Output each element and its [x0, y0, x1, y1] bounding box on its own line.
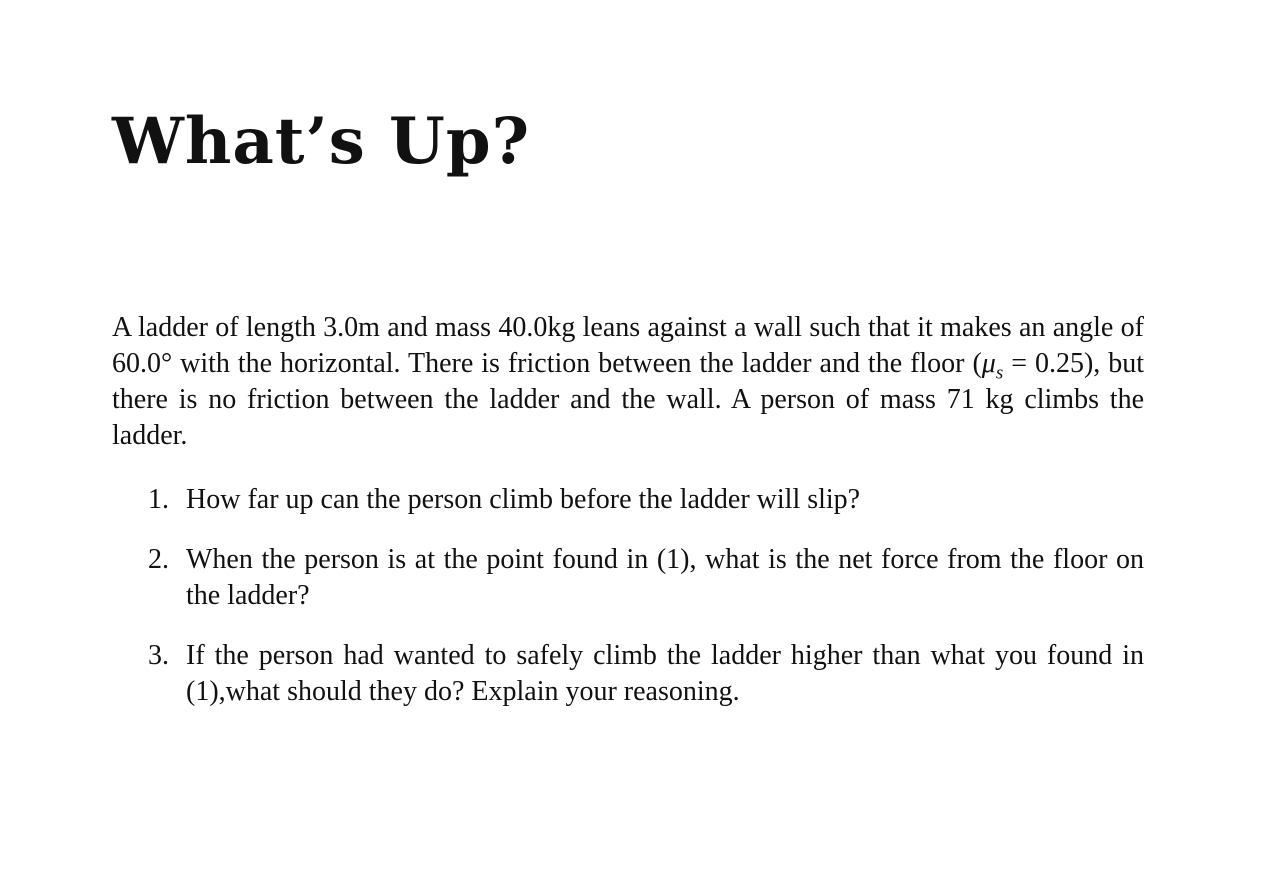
friction-coefficient-symbol — [981, 348, 1004, 384]
question-item — [112, 638, 1144, 710]
problem-text-start: A ladder of length 3.0m and mass 40.0kg leans against a wall such that it makes an angle of 60.0° with the horizontal. There is friction between the ladder and the floor ( — [112, 312, 1144, 379]
question-number: 2. — [148, 544, 169, 575]
question-number: 3. — [148, 640, 169, 671]
question-number: 1. — [148, 484, 169, 515]
question-text: How far up can the person climb before the ladder will slip? — [186, 484, 861, 515]
question-item — [112, 482, 1144, 518]
problem-statement — [112, 310, 1144, 454]
mu-symbol: μ — [981, 348, 996, 379]
question-item — [112, 542, 1144, 614]
question-list — [112, 482, 1144, 734]
page-title: What’s Up? — [112, 104, 531, 179]
question-text: If the person had wanted to safely climb the ladder higher than what you found in (1),what should they do? Explain your reasoning. — [186, 640, 1144, 707]
problem-text-end: = 0.25), but there is no friction between the ladder and the wall. A person of mass 71 kg climbs the ladder. — [112, 348, 1144, 451]
mu-subscript: s — [995, 362, 1004, 384]
question-text: When the person is at the point found in (1), what is the net force from the floor on the ladder? — [186, 544, 1144, 611]
